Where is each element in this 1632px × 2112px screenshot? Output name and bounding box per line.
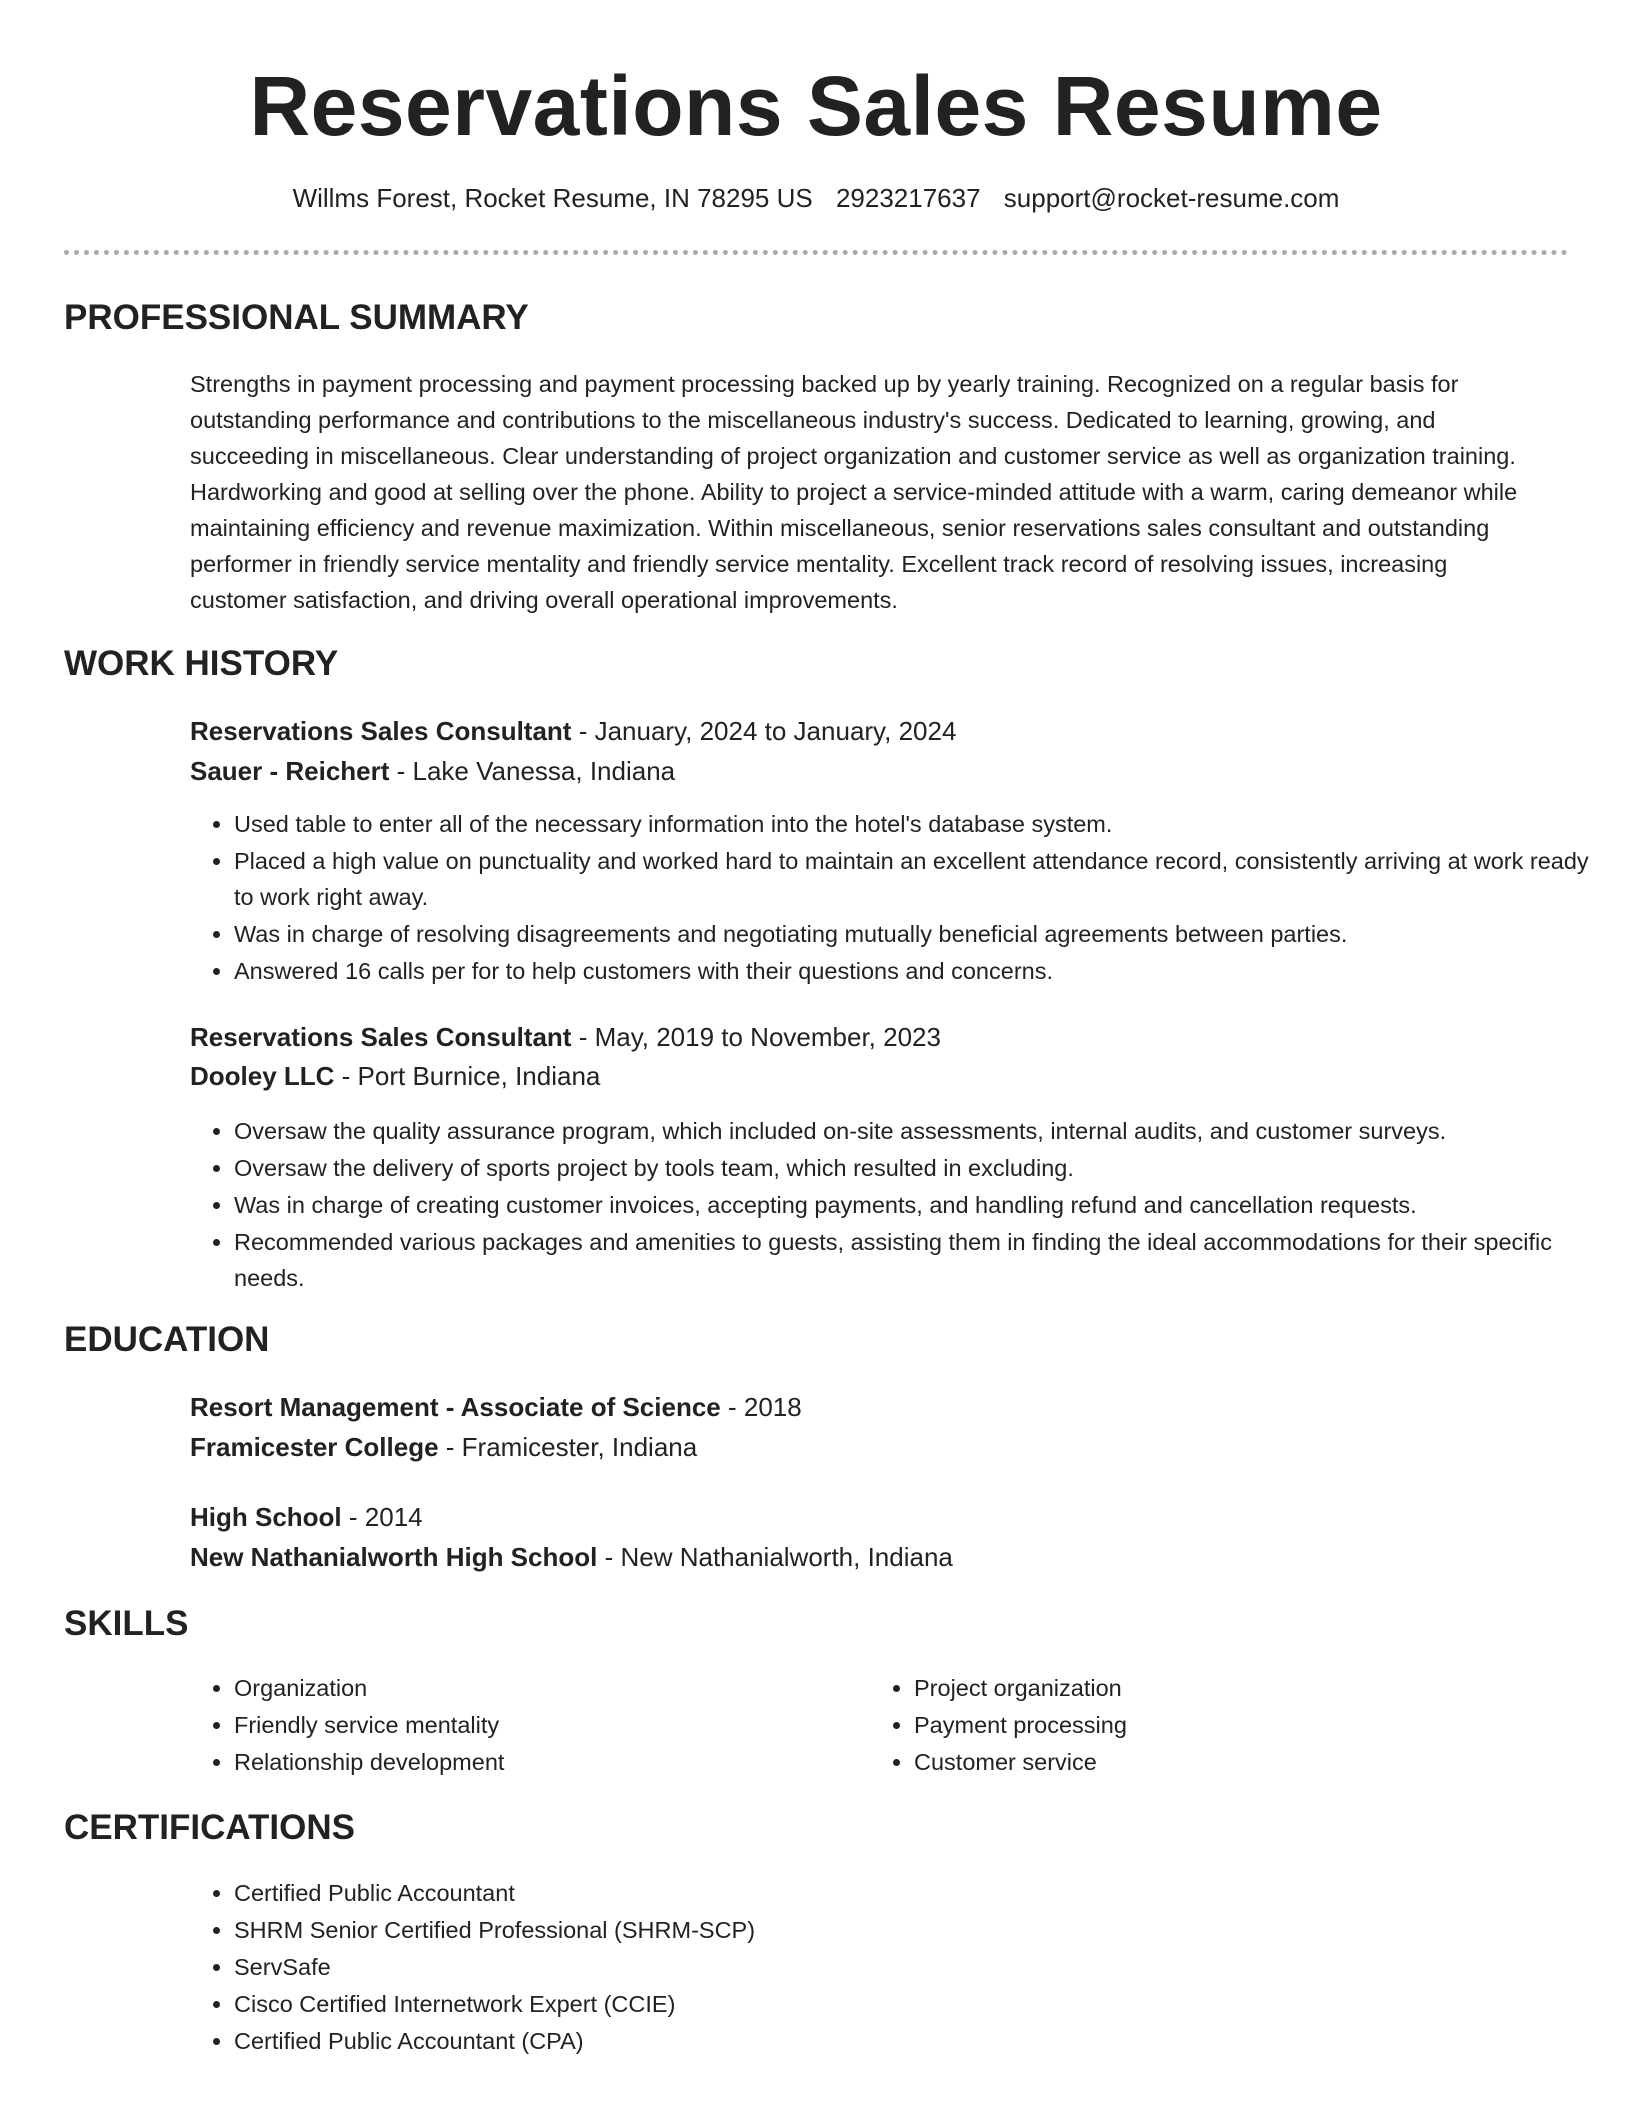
resume-title: Reservations Sales Resume bbox=[249, 59, 1383, 153]
education-1-degree: Resort Management - Associate of Science bbox=[190, 1392, 721, 1422]
list-item: • Friendly service mentality bbox=[234, 1707, 874, 1744]
job-1-company-line bbox=[190, 752, 1540, 790]
skills-list-left bbox=[190, 1670, 874, 1781]
education-heading: EDUCATION bbox=[64, 1320, 270, 1359]
job-1-location: - Lake Vanessa, Indiana bbox=[389, 756, 676, 786]
contact-phone: 2923217637 bbox=[835, 183, 981, 213]
education-2-year: - 2014 bbox=[341, 1502, 423, 1532]
education-2-school-line bbox=[190, 1538, 1540, 1576]
list-item: • Organization bbox=[234, 1670, 874, 1707]
summary-heading: PROFESSIONAL SUMMARY bbox=[64, 298, 529, 337]
list-item: • Oversaw the quality assurance program, which included on-site assessments, internal audits, and customer surveys. bbox=[234, 1113, 1594, 1149]
education-2-school: New Nathanialworth High School bbox=[190, 1542, 598, 1572]
list-item: • Project organization bbox=[914, 1670, 1554, 1707]
list-item: • Oversaw the delivery of sports project by tools team, which resulted in excluding. bbox=[234, 1150, 1594, 1186]
certifications-list bbox=[190, 1875, 1534, 2060]
skills-list-right bbox=[870, 1670, 1554, 1781]
header-divider bbox=[64, 250, 1568, 255]
job-1-dates: - January, 2024 to January, 2024 bbox=[571, 716, 957, 746]
job-2-title-line bbox=[190, 1018, 1540, 1056]
job-1-company: Sauer - Reichert bbox=[190, 756, 390, 786]
job-2-company-line bbox=[190, 1057, 1540, 1095]
list-item: • SHRM Senior Certified Professional (SHRM-SCP) bbox=[234, 1912, 1534, 1949]
education-1-school-line bbox=[190, 1428, 1540, 1466]
job-1-bullets bbox=[190, 806, 1594, 990]
education-2-degree-line bbox=[190, 1498, 1540, 1536]
job-2-location: - Port Burnice, Indiana bbox=[334, 1061, 601, 1091]
list-item: • Answered 16 calls per for to help customers with their questions and concerns. bbox=[234, 953, 1594, 989]
job-2-company: Dooley LLC bbox=[190, 1061, 335, 1091]
certifications-heading: CERTIFICATIONS bbox=[64, 1808, 356, 1847]
education-1-year: - 2018 bbox=[720, 1392, 802, 1422]
education-1-school: Framicester College bbox=[190, 1432, 439, 1462]
list-item: • Used table to enter all of the necessary information into the hotel's database system. bbox=[234, 806, 1594, 842]
skills-heading: SKILLS bbox=[64, 1604, 189, 1643]
list-item: • Payment processing bbox=[914, 1707, 1554, 1744]
job-2-bullets bbox=[190, 1113, 1594, 1297]
list-item: • Customer service bbox=[914, 1744, 1554, 1781]
education-2-degree: High School bbox=[190, 1502, 342, 1532]
job-2-dates: - May, 2019 to November, 2023 bbox=[571, 1022, 941, 1052]
education-2-location: - New Nathanialworth, Indiana bbox=[597, 1542, 953, 1572]
list-item: • Cisco Certified Internetwork Expert (CCIE) bbox=[234, 1986, 1534, 2023]
list-item: • Placed a high value on punctuality and worked hard to maintain an excellent attendance record, consistently arriving at work ready to work right away. bbox=[234, 843, 1594, 915]
list-item: • Relationship development bbox=[234, 1744, 874, 1781]
list-item: • Was in charge of resolving disagreements and negotiating mutually beneficial agreements between parties. bbox=[234, 916, 1594, 952]
list-item: • Was in charge of creating customer invoices, accepting payments, and handling refund and cancellation requests. bbox=[234, 1187, 1594, 1223]
job-2-title: Reservations Sales Consultant bbox=[190, 1022, 572, 1052]
list-item: • ServSafe bbox=[234, 1949, 1534, 1986]
contact-email: support@rocket-resume.com bbox=[1003, 183, 1340, 213]
work-history-heading: WORK HISTORY bbox=[64, 644, 339, 683]
contact-line bbox=[0, 180, 1632, 216]
job-1-title: Reservations Sales Consultant bbox=[190, 716, 572, 746]
list-item: • Recommended various packages and amenities to guests, assisting them in finding the ideal accommodations for their specific needs. bbox=[234, 1224, 1594, 1296]
education-1-degree-line bbox=[190, 1388, 1540, 1426]
contact-address: Willms Forest, Rocket Resume, IN 78295 US bbox=[292, 183, 813, 213]
list-item: • Certified Public Accountant bbox=[234, 1875, 1534, 1912]
summary-text: Strengths in payment processing and payment processing backed up by yearly training. Recognized on a regular basis for outstanding performance and contributions to the miscellaneous industry's success. Dedicated to learning, growing, and succeeding in miscellaneous. Clear understanding of project organization and customer service as well as organization training. Hardworking and good at selling over the phone. Ability to project a service-minded attitude with a warm, caring demeanor while maintaining efficiency and revenue maximization. Within miscellaneous, senior reservations sales consultant and outstanding performer in friendly service mentality and friendly service mentality. Excellent track record of resolving issues, increasing customer satisfaction, and driving overall operational improvements. bbox=[190, 371, 1518, 613]
education-1-location: - Framicester, Indiana bbox=[438, 1432, 698, 1462]
list-item: • Certified Public Accountant (CPA) bbox=[234, 2023, 1534, 2060]
job-1-title-line bbox=[190, 712, 1540, 750]
